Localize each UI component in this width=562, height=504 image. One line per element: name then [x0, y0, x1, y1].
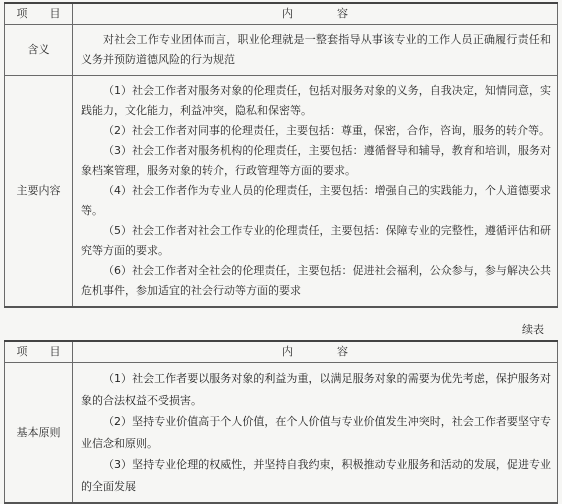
content-paragraph: （1）社会工作者对服务对象的伦理责任，包括对服务对象的义务，自我决定，知情同意，实践能力，文化能力，利益冲突，隐私和保密等。	[81, 84, 551, 117]
table-row-definition	[5, 25, 558, 76]
table-header-row	[5, 341, 558, 363]
header-item: 项 目	[5, 3, 73, 25]
ethics-table-part1	[4, 2, 558, 308]
content-paragraph: （4）社会工作者作为专业人员的伦理责任，主要包括：增强自己的实践能力，个人道德要求等。	[81, 184, 551, 217]
content-paragraph: （2）坚持专业价值高于个人价值，在个人价值与专业价值发生冲突时，社会工作者要坚守专业信念和原则。	[81, 415, 551, 450]
content-paragraph: （3）坚持专业伦理的权威性，并坚持自我约束，积极推动专业服务和活动的发展，促进专业的全面发展	[81, 458, 551, 493]
row-label-main-content: 主要内容	[5, 76, 73, 308]
table-row-basic-principles	[5, 363, 558, 504]
row-content-definition	[73, 25, 558, 76]
content-paragraph: 对社会工作专业团体而言，职业伦理就是一整套指导从事该专业的工作人员正确履行责任和义务并预防道德风险的行为规范	[81, 33, 551, 66]
header-item: 项 目	[5, 341, 73, 363]
content-paragraph: （2）社会工作者对同事的伦理责任，主要包括：尊重，保密，合作，咨询，服务的转介等。	[103, 124, 550, 137]
row-content-basic-principles	[73, 363, 558, 504]
content-paragraph: （3）社会工作者对服务机构的伦理责任，主要包括：遵循督导和辅导，教育和培训，服务对象档案管理，服务对象的转介，行政管理等方面的要求。	[81, 144, 551, 177]
ethics-table-part2	[4, 340, 558, 504]
row-label-definition: 含义	[5, 25, 73, 76]
header-content: 内 容	[73, 3, 558, 25]
content-paragraph: （6）社会工作者对全社会的伦理责任，主要包括：促进社会福利，公众参与，参与解决公共危机事件，参加适宜的社会行动等方面的要求	[81, 264, 551, 297]
content-paragraph: （1）社会工作者要以服务对象的利益为重，以满足服务对象的需要为优先考虑，保护服务对象的合法权益不受损害。	[81, 372, 551, 407]
table-row-main-content	[5, 76, 558, 308]
row-label-basic-principles: 基本原则	[5, 363, 73, 504]
header-content: 内 容	[73, 341, 558, 363]
table-header-row	[5, 3, 558, 25]
row-content-main-content	[73, 76, 558, 308]
continued-label: 续表	[522, 323, 544, 336]
content-paragraph: （5）社会工作者对社会工作专业的伦理责任，主要包括：保障专业的完整性，遵循评估和研究等方面的要求。	[81, 224, 551, 257]
